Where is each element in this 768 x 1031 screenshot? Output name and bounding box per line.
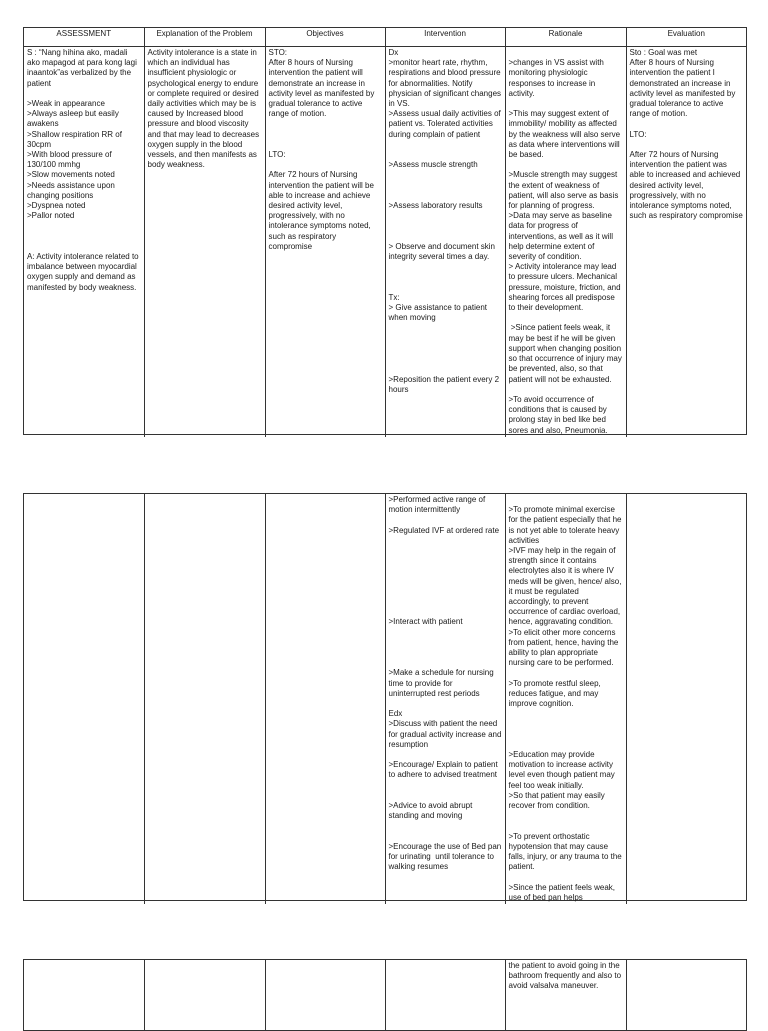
rationale-cell: >changes in VS assist with monitoring physiologic responses to increase in activity. >This may suggest extent of immobility/ mobility as affected by the weakness will also serve as data where interventions will be based. >Muscle strength may suggest the extent of weakness of patient, will also serve as basis for planning of progress. >Data may serve as baseline data for progress of interventions, as well as it will help determine extent of severity of condition. > Activity intolerance may lead to pressure ulcers. Mechanical pressure, moisture, friction, and shearing forces all predispose to their development. >Since patient feels weak, it may be best if he will be given support when changing position so that occurrence of injury may be prevented, also, so that patient will not be exhausted. >To avoid occurrence of conditions that is caused by prolong stay in bed like bed sores and also, Pneumonia. [505, 47, 626, 437]
rationale-cell: >To promote minimal exercise for the patient especially that he is not yet able to tolerate heavy activities >IVF may help in the regain of strength since it contains electrolytes also it is where IV meds will be given, hence/ also, it must be regulated accordingly, to prevent occurrence of cardiac overload, hence, aggravating condition. >To elicit other more concerns from patient, hence, having the ability to plan appropriate nursing care to be performed. >To promote restful sleep, reduces fatigue, and may improve cognition. >Education may provide motivation to increase activity level even though patient may feel too weak initially. >So that patient may easily recover from condition. >To prevent orthostatic hypotension that may cause falls, injury, or any trauma to the patient. >Since the patient feels weak, use of bed pan helps [505, 494, 626, 904]
objectives-cell [265, 960, 385, 1030]
header-rationale: Rationale [505, 28, 626, 47]
header-objectives: Objectives [265, 28, 385, 47]
assessment-cell: S : “Nang hihina ako, madali ako mapagod at para kong lagi inaantok”as verbalized by the patient >Weak in appearance >Always asleep but easily awakens >Shallow respiration RR of 30cpm >With blood pressure of 130/100 mmhg >Slow movements noted >Needs assistance upon changing positions >Dyspnea noted >Pallor noted A: Activity intolerance related to imbalance between myocardial oxygen supply and demand as manifested by body weakness. [27, 48, 139, 292]
assessment-cell [24, 494, 144, 904]
header-evaluation: Evaluation [626, 28, 746, 47]
explanation-cell [144, 494, 265, 904]
table-row [24, 494, 746, 904]
care-plan-page-1 [23, 27, 747, 435]
header-explanation: Explanation of the Problem [144, 28, 265, 47]
objectives-cell: STO: After 8 hours of Nursing intervention the patient will demonstrate an increase in activity level as manifested by gradual tolerance to active range of motion. LTO: After 72 hours of Nursing intervention the patient will be able to increase and achieve desired activity level, progressively, with no intolerance symptoms noted, such as respiratory compromise [265, 47, 385, 437]
objectives-cell [265, 494, 385, 904]
header-intervention: Intervention [385, 28, 505, 47]
table-row [24, 47, 746, 437]
header-assessment: ASSESSMENT [24, 28, 144, 47]
care-plan-table [24, 28, 746, 437]
table-row [24, 960, 746, 1030]
intervention-cell: Dx >monitor heart rate, rhythm, respirations and blood pressure for abnormalities. Notify physician of significant changes in VS. >Assess usual daily activities of patient vs. Tolerated activities during complain of patient >Assess muscle strength >Assess laboratory results > Observe and document skin integrity several times a day. Tx: > Give assistance to patient when moving >Reposition the patient every 2 hours [385, 47, 505, 437]
care-plan-table-continued [24, 494, 746, 904]
intervention-cell [385, 960, 505, 1030]
explanation-cell: Activity intolerance is a state in which an individual has insufficient physiologic or psychological energy to endure or complete required or desired daily activities which may be is caused by Increased blood pressure and blood viscosity and that may lead to decreases oxygen supply in the blood vessels, and then manifests as body weakness. [144, 47, 265, 437]
care-plan-table-continued [24, 960, 746, 1030]
rationale-cell: the patient to avoid going in the bathroom frequently and also to avoid valsalva maneuver. [505, 960, 626, 1030]
header-row [24, 28, 746, 47]
evaluation-cell [626, 960, 746, 1030]
intervention-cell: >Performed active range of motion intermittently >Regulated IVF at ordered rate >Interact with patient >Make a schedule for nursing time to provide for uninterrupted rest periods Edx >Discuss with patient the need for gradual activity increase and resumption >Encourage/ Explain to patient to adhere to advised treatment >Advice to avoid abrupt standing and moving >Encourage the use of Bed pan for urinating until tolerance to walking resumes [385, 494, 505, 904]
evaluation-cell [626, 494, 746, 904]
care-plan-page-2 [23, 493, 747, 901]
evaluation-cell: Sto : Goal was met After 8 hours of Nursing intervention the patient I demonstrated an increase in activity level as manifested by gradual tolerance to active range of motion. LTO: After 72 hours of Nursing intervention the patient was able to increased and achieved desired activity level, progressively, with no intolerance symptoms noted, such as respiratory compromise [626, 47, 746, 437]
explanation-cell [144, 960, 265, 1030]
assessment-cell [24, 960, 144, 1030]
care-plan-page-3 [23, 959, 747, 1031]
